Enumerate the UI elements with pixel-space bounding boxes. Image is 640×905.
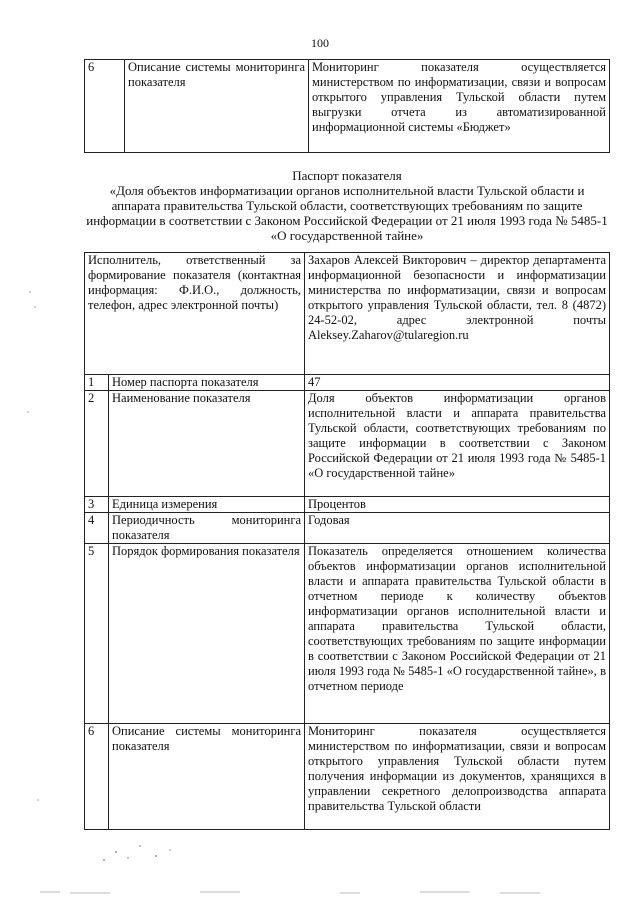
passport-table — [84, 252, 610, 830]
row-number: 5 — [85, 544, 109, 724]
scan-speck — [115, 851, 117, 853]
scan-speck — [27, 411, 29, 413]
table-row — [85, 391, 610, 497]
row-name: Единица измерения — [109, 497, 305, 513]
row-name: Описание системы мониторинга показателя — [109, 724, 305, 830]
passport-heading — [84, 168, 610, 243]
table-row — [85, 544, 610, 724]
scan-speck — [139, 845, 141, 847]
table-row — [85, 724, 610, 830]
table-row — [85, 375, 610, 391]
row-value: 47 — [305, 375, 610, 391]
row-number: 1 — [85, 375, 109, 391]
scan-speck — [155, 855, 157, 857]
row-number: 6 — [85, 724, 109, 830]
scan-speck — [169, 849, 171, 851]
scan-speck — [34, 306, 36, 308]
row-number: 3 — [85, 497, 109, 513]
top-indicator-table — [84, 59, 610, 153]
row-value: Мониторинг показателя осуществляется министерством по информатизации, связи и вопросам открытого управления Тульской области путем выгрузки отчета из автоматизированной информационной системы «Бюджет» — [309, 60, 610, 153]
row-number: 6 — [85, 60, 125, 153]
scan-speck — [103, 859, 105, 861]
row-number: 4 — [85, 513, 109, 544]
passport-subtitle: «Доля объектов информатизации органов исполнительной власти Тульской области и аппарата правительства Тульской области, соответствующих требованиям по защите информации в соответствии с Законом Российской Федерации от 21 июля 1993 года № 5485-1 «О государственной тайне» — [86, 183, 608, 243]
table-row — [85, 60, 610, 153]
scan-speck — [37, 799, 39, 801]
executor-row — [85, 253, 610, 375]
row-value: Процентов — [305, 497, 610, 513]
row-value: Мониторинг показателя осуществляется министерством по информатизации, связи и вопросам открытого управления Тульской области путем получения информации из документов, хранящихся в управлении секретного делопроизводства аппарата правительства Тульской области — [305, 724, 610, 830]
row-name: Порядок формирования показателя — [109, 544, 305, 724]
page-number: 100 — [311, 36, 329, 50]
row-name: Номер паспорта показателя — [109, 375, 305, 391]
table-row — [85, 513, 610, 544]
executor-value: Захаров Алексей Викторович – директор департамента информационной безопасности и информатизации министерства по информатизации, связи и вопросам открытого управления Тульской области, тел. 8 (4872) 24-52-02, адрес электронной почты Aleksey.Zaharov@tularegion.ru — [305, 253, 610, 375]
row-name: Периодичность мониторинга показателя — [109, 513, 305, 544]
table-row — [85, 497, 610, 513]
row-name: Наименование показателя — [109, 391, 305, 497]
row-value: Доля объектов информатизации органов исполнительной власти и аппарата правительства Тульской области, соответствующих требованиям по защите информации в соответствии с Законом Российской Федерации от 21 июля 1993 года № 5485-1 «О государственной тайне» — [305, 391, 610, 497]
row-number: 2 — [85, 391, 109, 497]
row-value: Годовая — [305, 513, 610, 544]
scan-speck — [127, 857, 129, 859]
passport-title: Паспорт показателя — [292, 168, 402, 183]
row-value: Показатель определяется отношением количества объектов информатизации органов исполнительной власти и аппарата правительства Тульской области в отчетном периоде к количеству объектов информатизации органов исполнительной власти и аппарата правительства Тульской области, соответствующих требованиям по защите информации в соответствии с Законом Российской Федерации от 21 июля 1993 года № 5485-1 «О государственной тайне», в отчетном периоде — [305, 544, 610, 724]
executor-label: Исполнитель, ответственный за формирование показателя (контактная информация: Ф.И.О., должность, телефон, адрес электронной почты) — [85, 253, 305, 375]
row-name: Описание системы мониторинга показателя — [125, 60, 309, 153]
scan-speck — [29, 291, 31, 293]
